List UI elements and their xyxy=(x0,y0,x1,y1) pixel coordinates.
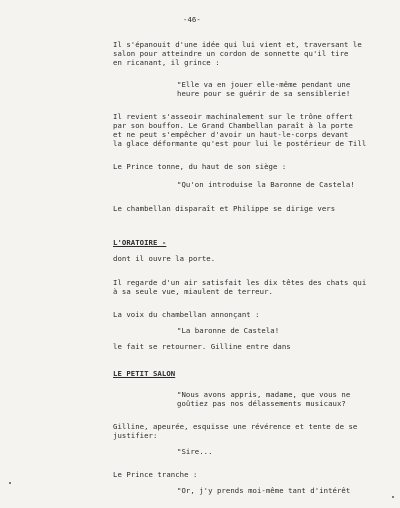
dialogue-line: "Or, j'y prends moi-même tant d'intérêt xyxy=(177,486,351,495)
paragraph-line: à sa seule vue, miaulent de terreur. xyxy=(113,287,273,296)
paragraph-line: justifier: xyxy=(113,431,158,440)
scan-speck-mark xyxy=(392,496,394,498)
dialogue-line: goûtiez pas nos délassements musicaux? xyxy=(177,399,346,408)
dialogue-line: "Sire... xyxy=(177,447,213,456)
paragraph-line: Il revient s'asseoir machinalement sur le trône offert xyxy=(113,112,353,121)
paragraph-line: Le Prince tonne, du haut de son siège : xyxy=(113,162,287,171)
paragraph-line: le fait se retourner. Gilline entre dans xyxy=(113,342,291,351)
paragraph-line: la glace déformante qu'est pour lui le postérieur de Till xyxy=(113,139,367,148)
paragraph-line: Il regarde d'un air satisfait les dix têtes des chats qui xyxy=(113,278,367,287)
dialogue-line: "Nous avons appris, madame, que vous ne xyxy=(177,390,351,399)
page-number: -46- xyxy=(183,15,201,24)
paragraph-line: Il s'épanouit d'une idée qui lui vient et, traversant le xyxy=(113,40,362,49)
scene-heading-petit-salon: LE PETIT SALON xyxy=(113,369,176,378)
paragraph-line: dont il ouvre la porte. xyxy=(113,254,216,263)
paragraph-line: Gilline, apeurée, esquisse une révérence et tente de se xyxy=(113,422,358,431)
paragraph-line: par son bouffon. Le Grand Chambellan paraît à la porte xyxy=(113,121,353,130)
binding-hole-mark xyxy=(9,482,11,484)
scene-heading-oratoire: L'ORATOIRE - xyxy=(113,238,167,247)
paragraph-line: et ne peut s'empêcher d'avoir un haut-le-corps devant xyxy=(113,130,349,139)
paragraph-line: Le Prince tranche : xyxy=(113,470,198,479)
dialogue-line: "Elle va en jouer elle-même pendant une xyxy=(177,80,351,89)
dialogue-line: heure pour se guérir de sa sensiblerie! xyxy=(177,89,351,98)
paragraph-line: Le chambellan disparaît et Philippe se dirige vers xyxy=(113,204,336,213)
paragraph-line: salon pour atteindre un cordon de sonnette qu'il tire xyxy=(113,49,349,58)
paragraph-line: en ricanant, il grince : xyxy=(113,58,220,67)
paragraph-line: La voix du chambellan annonçant : xyxy=(113,310,260,319)
dialogue-line: "La baronne de Castela! xyxy=(177,326,280,335)
dialogue-line: "Qu'on introduise la Baronne de Castela! xyxy=(177,180,355,189)
